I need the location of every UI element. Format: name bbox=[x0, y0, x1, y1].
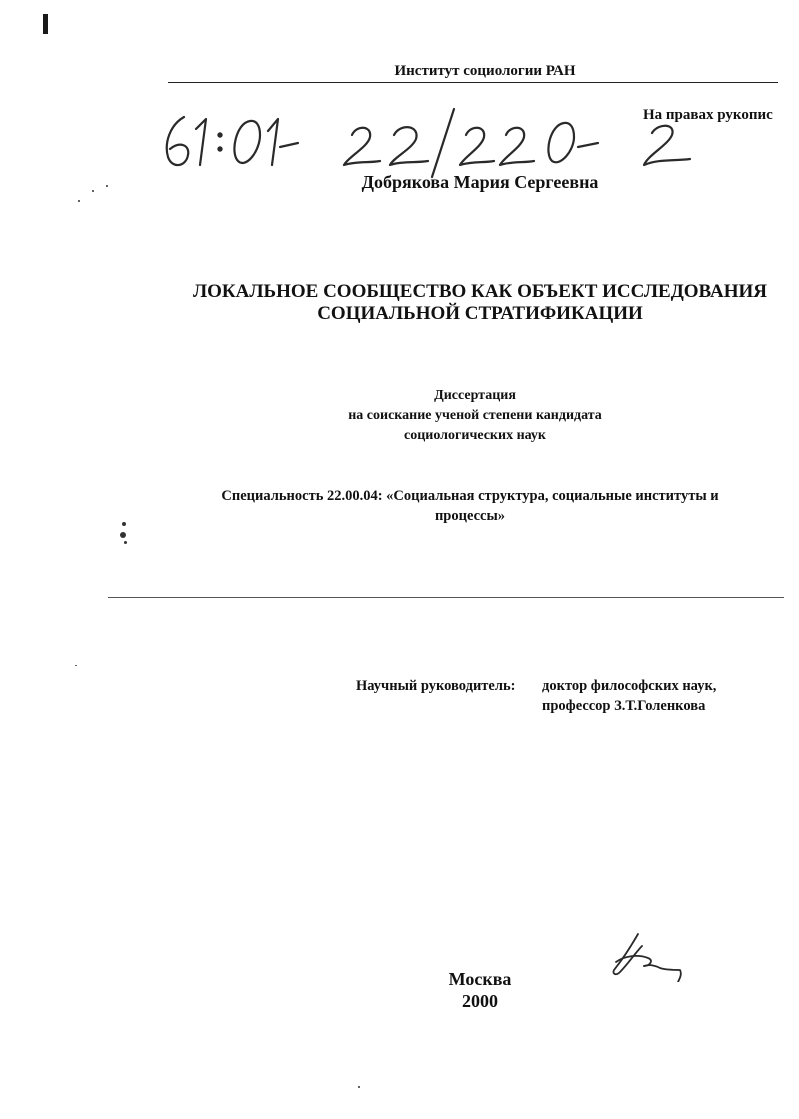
author-name: Добрякова Мария Сергеевна bbox=[361, 172, 599, 192]
scan-speck bbox=[358, 1086, 360, 1088]
scan-speck bbox=[75, 665, 77, 666]
supervisor-line: профессор З.Т.Голенкова bbox=[542, 698, 706, 714]
supervisor-value bbox=[542, 676, 716, 716]
degree-line: Диссертация bbox=[434, 388, 516, 403]
scan-speck bbox=[124, 541, 127, 544]
degree-line: на соискание ученой степени кандидата bbox=[348, 408, 602, 423]
degree-description bbox=[270, 386, 680, 446]
scan-speck bbox=[106, 185, 108, 187]
handwritten-signature bbox=[608, 930, 688, 987]
supervisor-label: Научный руководитель: bbox=[356, 678, 516, 694]
scan-speck bbox=[92, 190, 94, 192]
specialty-line: Специальность 22.00.04: «Социальная структура, социальные институты и bbox=[221, 488, 719, 504]
page-divider bbox=[108, 597, 784, 598]
title-line: ЛОКАЛЬНОЕ СООБЩЕСТВО КАК ОБЪЕКТ ИССЛЕДОВАНИЯ bbox=[192, 281, 768, 302]
year: 2000 bbox=[462, 991, 498, 1011]
scan-speck bbox=[120, 532, 126, 538]
scan-speck bbox=[122, 522, 126, 526]
degree-line: социологических наук bbox=[404, 428, 546, 443]
supervisor-line: доктор философских наук, bbox=[542, 678, 717, 694]
title-line: СОЦИАЛЬНОЙ СТРАТИФИКАЦИИ bbox=[317, 303, 643, 324]
city: Москва bbox=[448, 969, 512, 989]
institute-name: Институт социологии РАН bbox=[394, 63, 576, 79]
header-rule bbox=[168, 82, 778, 83]
specialty-line: процессы» bbox=[434, 508, 506, 524]
scan-artifact-mark bbox=[43, 14, 48, 34]
manuscript-rights-note: На правах рукопис bbox=[643, 107, 773, 123]
city-year bbox=[400, 968, 560, 1012]
specialty bbox=[150, 486, 790, 526]
dissertation-title bbox=[140, 281, 799, 325]
scan-speck bbox=[78, 200, 80, 202]
